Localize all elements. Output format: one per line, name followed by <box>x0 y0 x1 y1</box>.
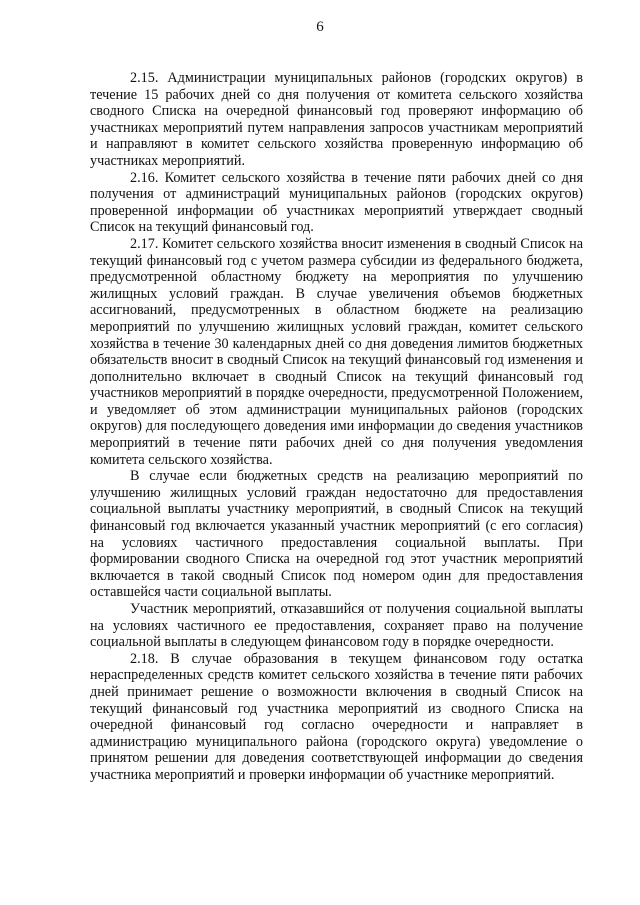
document-body <box>90 70 583 784</box>
paragraph-2-15: 2.15. Администрации муниципальных районов (городских округов) в течение 15 рабочих дней со дня получения от комитета сельского хозяйства сводного Списка на очередной финансовый год проверяют информацию об участниках мероприятий путем направления запросов участникам мероприятий и направляют в комитет сельского хозяйства проверенную информацию об участниках мероприятий. <box>90 70 583 169</box>
paragraph-2-17: 2.17. Комитет сельского хозяйства вносит изменения в сводный Список на текущий финансовый год с учетом размера субсидии из федерального бюджета, предусмотренной областному бюджету на мероприятия по улучшению жилищных условий граждан. В случае увеличения объемов бюджетных ассигнований, предусмотренных в областном бюджете на реализацию мероприятий по улучшению жилищных условий граждан, комитет сельского хозяйства в течение 30 календарных дней со дня доведения лимитов бюджетных обязательств вносит в сводный Список на текущий финансовый год изменения и дополнительно включает в сводный Список на текущий финансовый год участников мероприятий в порядке очередности, предусмотренной Положением, и уведомляет об этом администрации муниципальных районов (городских округов) для последующего доведения ими информации до сведения участников мероприятий в течение пяти рабочих дней со дня получения уведомления комитета сельского хозяйства. <box>90 235 583 468</box>
paragraph-partial-payment: В случае если бюджетных средств на реализацию мероприятий по улучшению жилищных условий граждан недостаточно для предоставления социальной выплаты участнику мероприятий, в сводный Список на текущий финансовый год включается указанный участник мероприятий (с его согласия) на условиях частичного предоставления социальной выплаты. При формировании сводного Списка на очередной год этот участник мероприятий включается в такой сводный Список под номером один для предоставления оставшейся части социальной выплаты. <box>90 468 583 601</box>
paragraph-2-16: 2.16. Комитет сельского хозяйства в течение пяти рабочих дней со дня получения от администраций муниципальных районов (городских округов) проверенной информации об участниках мероприятий утверждает сводный Список на текущий финансовый год. <box>90 169 583 236</box>
paragraph-2-18: 2.18. В случае образования в текущем финансовом году остатка нераспределенных средств комитет сельского хозяйства в течение пяти рабочих дней принимает решение о возможности включения в сводный Список на текущий финансовый год участника мероприятий из сводного Списка на очередной финансовый год согласно очередности и направляет в администрацию муниципального района (городского округа) уведомление о принятом решении для доведения соответствующей информации до сведения участника мероприятий и проверки информации об участнике мероприятий. <box>90 650 583 783</box>
page-number: 6 <box>316 19 324 35</box>
paragraph-refusal: Участник мероприятий, отказавшийся от получения социальной выплаты на условиях частичного ее предоставления, сохраняет право на получение социальной выплаты в следующем финансовом году в порядке очередности. <box>90 601 583 651</box>
